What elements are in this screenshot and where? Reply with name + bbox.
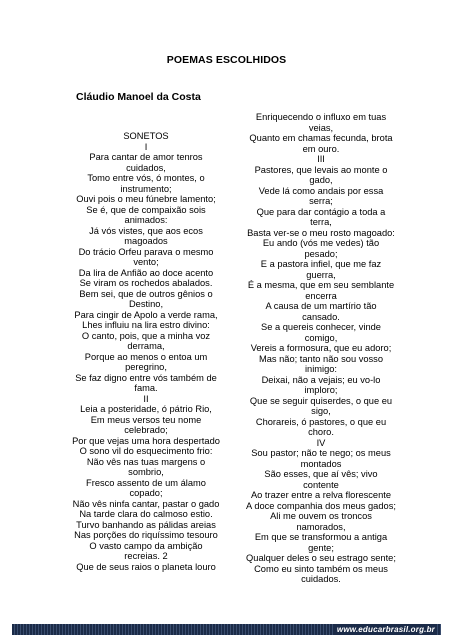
poem-line: Que de seus raios o planeta louro: [76, 561, 216, 572]
poem-line: choro.: [308, 427, 334, 437]
poem-line: Destino,: [128, 299, 164, 309]
poem-line: Enriquecendo o influxo em tuas: [255, 112, 387, 122]
poem-line: Do trácio Orfeu parava o mesmo: [78, 246, 214, 257]
poem-column-left: [62, 131, 230, 572]
poem-line: Mas não; tanto não sou vosso: [258, 353, 384, 364]
poem-line: Basta ver-se o meu rosto magoado:: [247, 227, 395, 238]
poem-line: Em meus versos teu nome: [90, 414, 202, 425]
author-name: Cláudio Manoel da Costa: [76, 91, 201, 103]
poem-line: Ao trazer entre a relva florescente: [250, 490, 392, 500]
page-title: POEMAS ESCOLHIDOS: [166, 54, 287, 66]
poem-line: I: [144, 141, 148, 152]
poem-line: inimigo:: [304, 364, 338, 374]
poem-line: Eu ando (vós me vedes) tão: [262, 238, 380, 248]
poem-line: em ouro.: [302, 143, 340, 154]
poem-line: sombrio,: [128, 467, 164, 477]
poem-line: Leia a posteridade, ó pátrio Rio,: [80, 404, 212, 414]
poem-line: Por que vejas uma hora despertado: [72, 435, 220, 446]
poem-line: gente;: [308, 542, 334, 553]
poem-line: IV: [316, 437, 326, 448]
poem-line: celebrado;: [124, 425, 168, 435]
poem-column-right: [237, 112, 405, 585]
poem-line: Quanto em chamas fecunda, brota: [249, 133, 393, 143]
poem-line: Nas porções do riquíssimo tesouro: [74, 530, 218, 540]
poem-line: Vede lá como andais por essa: [258, 185, 384, 196]
poem-line: Bem sei, que de outros gênios o: [79, 288, 213, 299]
poem-line: contente: [303, 479, 339, 490]
poem-line: Vereis a formosura, que eu adoro;: [250, 343, 392, 353]
poem-line: Não vês nas tuas margens o: [86, 456, 206, 467]
poem-line: Sou pastor; não te nego; os meus: [251, 448, 391, 458]
poem-line: Para cingir de Apolo a verde rama,: [74, 309, 218, 320]
poem-line: cuidados,: [126, 162, 166, 173]
poem-line: Já vós vistes, que aos ecos: [89, 225, 203, 236]
poem-line: pesado;: [304, 248, 338, 259]
poem-line: São esses, que aí vês; vivo: [264, 469, 378, 479]
poem-line: Da lira de Anfião ao doce acento: [78, 267, 214, 278]
poem-line: Se viram os rochedos abalados.: [79, 278, 213, 288]
poem-line: SONETOS: [123, 131, 169, 141]
poem-line: Que para dar contágio a toda a: [256, 206, 386, 217]
poem-line: É a mesma, que em seu semblante: [247, 280, 395, 290]
poem-line: imploro;: [304, 385, 338, 395]
poem-line: namorados,: [296, 521, 346, 532]
poem-line: Porque ao menos o entoa um: [84, 351, 208, 362]
poem-line: sigo,: [311, 406, 331, 416]
poem-line: Turvo banhando as pálidas areias: [76, 519, 216, 530]
poem-line: A doce companhia dos meus gados;: [246, 500, 396, 511]
poem-line: O canto, pois, que a minha voz: [81, 330, 211, 341]
poem-line: Para cantar de amor tenros: [89, 152, 203, 162]
poem-line: Qualquer deles o seu estrago sente;: [246, 553, 396, 563]
poem-line: magoados: [124, 236, 168, 246]
poem-line: instrumento;: [120, 183, 172, 194]
poem-line: cansado.: [302, 311, 340, 322]
poem-line: terra,: [310, 217, 332, 227]
poem-line: Não vês ninfa cantar, pastar o gado: [72, 498, 220, 509]
poem-line: veias,: [308, 122, 334, 133]
poem-line: animados:: [124, 215, 168, 225]
poem-line: Ouvi pois o meu fúnebre lamento;: [76, 194, 216, 204]
poem-line: Na tarde clara do calmoso estio.: [79, 509, 213, 519]
poem-line: Se é, que de compaixão sois: [86, 204, 206, 215]
poem-line: peregrino,: [125, 362, 167, 372]
poem-line: montados: [300, 458, 342, 469]
poem-line: encerra: [305, 290, 337, 301]
poem-line: recreias. 2: [124, 551, 168, 561]
poem-line: Em que se transformou a antiga: [254, 532, 388, 542]
poem-line: III: [317, 154, 325, 164]
poem-line: derrama,: [127, 341, 165, 351]
poem-line: Como eu sinto também os meus: [254, 563, 388, 574]
poem-line: E a pastora infiel, que me faz: [260, 259, 382, 269]
poem-line: Lhes influiu na lira estro divino:: [82, 320, 210, 330]
poem-line: Fresco assento de um álamo: [86, 477, 206, 488]
poem-line: copado;: [129, 488, 163, 498]
poem-line: O sono vil do esquecimento frio:: [79, 446, 213, 456]
poem-line: Se faz digno entre vós também de: [75, 372, 217, 383]
poem-line: Chorareis, ó pastores, o que eu: [255, 416, 387, 427]
poem-line: comigo,: [304, 332, 338, 343]
poem-line: Se a quereis conhecer, vinde: [261, 322, 381, 332]
poem-line: Que se seguir quiserdes, o que eu: [249, 395, 393, 406]
poem-line: Ali me ouvem os troncos: [270, 511, 372, 521]
poem-line: A causa de um martírio tão: [265, 301, 377, 311]
poem-line: cuidados.: [301, 574, 341, 584]
poem-line: Pastores, que levais ao monte o: [254, 164, 388, 175]
poem-line: serra;: [309, 196, 333, 206]
poem-line: O vasto campo da ambição: [89, 540, 203, 551]
footer-url[interactable]: www.educarbrasil.org.br: [333, 624, 435, 635]
poem-line: vento;: [133, 257, 159, 267]
poem-line: Tomo entre vós, ó montes, o: [87, 173, 205, 183]
poem-line: Deixai, não a vejais; eu vo-lo: [261, 374, 381, 385]
poem-line: fama.: [134, 383, 158, 393]
poem-line: II: [143, 393, 149, 404]
poem-line: guerra,: [306, 269, 336, 280]
poem-line: gado,: [309, 175, 333, 185]
